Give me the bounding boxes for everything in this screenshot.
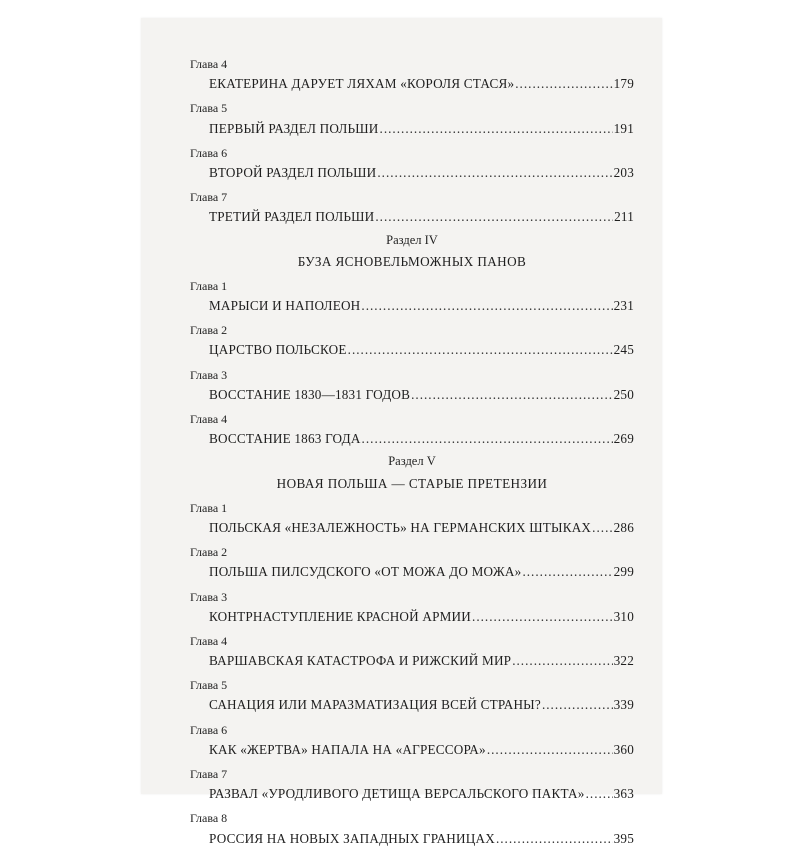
dot-leader (542, 697, 613, 713)
chapter-title: САНАЦИЯ ИЛИ МАРАЗМАТИЗАЦИЯ ВСЕЙ СТРАНЫ? (209, 697, 541, 713)
chapter-title: ПЕРВЫЙ РАЗДЕЛ ПОЛЬШИ (209, 120, 379, 136)
chapter-label-row (190, 541, 634, 563)
chapter-label: Глава 5 (190, 101, 228, 116)
toc-entry-row (190, 164, 634, 186)
chapter-label: Глава 3 (190, 589, 228, 604)
chapter-title: ВОССТАНИЕ 1830—1831 ГОДОВ (209, 386, 411, 402)
toc-entry (209, 431, 634, 447)
toc-entry (209, 564, 634, 580)
toc-entry (209, 342, 634, 358)
chapter-label: Глава 2 (190, 545, 228, 560)
page-number: 322 (613, 653, 634, 669)
dot-leader (361, 298, 612, 314)
toc-entry-row (190, 652, 634, 674)
page-number: 363 (613, 786, 634, 802)
toc-entry-row (190, 830, 634, 852)
page-number: 286 (613, 519, 634, 535)
dot-leader (380, 121, 613, 137)
chapter-label: Глава 4 (190, 633, 228, 648)
toc-entry (209, 165, 634, 181)
dot-leader (592, 520, 612, 536)
toc-entry (209, 520, 634, 536)
toc-entry (209, 653, 634, 669)
chapter-label: Глава 1 (190, 278, 228, 293)
chapter-label-row (190, 674, 634, 696)
chapter-label-row (190, 364, 634, 386)
chapter-label-row (190, 807, 634, 829)
page-number: 191 (613, 120, 634, 136)
chapter-label-row (190, 275, 634, 297)
chapter-label-row (190, 497, 634, 519)
chapter-label-row (190, 719, 634, 741)
chapter-label: Глава 2 (190, 323, 228, 338)
chapter-label-row (190, 630, 634, 652)
section-label: Раздел IV (386, 232, 438, 247)
page-number: 179 (613, 76, 634, 92)
dot-leader (411, 387, 613, 403)
toc-entry-row (190, 120, 634, 142)
chapter-title: ЦАРСТВО ПОЛЬСКОЕ (209, 342, 347, 358)
chapter-title: КАК «ЖЕРТВА» НАПАЛА НА «АГРЕССОРА» (209, 741, 486, 757)
section-label: Раздел V (388, 454, 436, 469)
chapter-title: КОНТРНАСТУПЛЕНИЕ КРАСНОЙ АРМИИ (209, 608, 472, 624)
dot-leader (515, 76, 612, 92)
page-number: 299 (613, 564, 634, 580)
toc-entry (209, 742, 634, 758)
chapter-title: ВТОРОЙ РАЗДЕЛ ПОЛЬШИ (209, 164, 377, 180)
chapter-label-row (190, 186, 634, 208)
chapter-title: РАЗВАЛ «УРОДЛИВОГО ДЕТИЩА ВЕРСАЛЬСКОГО ПАКТА» (209, 786, 585, 802)
page-number: 310 (613, 608, 634, 624)
dot-leader (522, 564, 612, 580)
chapter-label-row (190, 53, 634, 75)
section-title: НОВАЯ ПОЛЬША — СТАРЫЕ ПРЕТЕНЗИИ (276, 475, 548, 491)
toc-entry-row (190, 75, 634, 97)
chapter-label: Глава 6 (190, 145, 228, 160)
toc-entry (209, 76, 634, 92)
toc-entry-row (190, 430, 634, 452)
chapter-label: Глава 7 (190, 190, 228, 205)
toc-entry (209, 209, 634, 225)
dot-leader (362, 431, 613, 447)
section-title: БУЗА ЯСНОВЕЛЬМОЖНЫХ ПАНОВ (297, 253, 527, 269)
chapter-title: РОССИЯ НА НОВЫХ ЗАПАДНЫХ ГРАНИЦАХ (209, 830, 495, 846)
toc-entry-row (190, 519, 634, 541)
chapter-label: Глава 4 (190, 412, 228, 426)
chapter-title: МАРЫСИ И НАПОЛЕОН (209, 298, 361, 314)
dot-leader (586, 786, 613, 802)
chapter-label-row (190, 763, 634, 785)
toc-entry-row (190, 741, 634, 763)
chapter-label-row (190, 408, 634, 430)
toc-entry-row (190, 386, 634, 408)
page-number: 395 (613, 830, 634, 846)
chapter-label-row (190, 97, 634, 119)
toc-entry (209, 786, 634, 802)
page-number: 360 (613, 741, 634, 757)
page-number: 211 (614, 209, 634, 225)
chapter-label: Глава 4 (190, 57, 228, 71)
page-number: 250 (613, 386, 634, 402)
chapter-label-row (190, 319, 634, 341)
chapter-title: ПОЛЬСКАЯ «НЕЗАЛЕЖНОСТЬ» НА ГЕРМАНСКИХ ШТЫКАХ (209, 519, 592, 535)
dot-leader (375, 209, 613, 225)
chapter-title: ПОЛЬША ПИЛСУДСКОГО «ОТ МОЖА ДО МОЖА» (209, 564, 522, 580)
dot-leader (496, 831, 613, 847)
toc-entry (209, 697, 634, 713)
page-number: 339 (613, 697, 634, 713)
page-number: 231 (613, 298, 634, 314)
chapter-label: Глава 3 (190, 367, 228, 382)
toc-entry-row (190, 297, 634, 319)
toc-entry (209, 609, 634, 625)
chapter-label: Глава 1 (190, 500, 228, 515)
chapter-title: ВАРШАВСКАЯ КАТАСТРОФА И РИЖСКИЙ МИР (209, 653, 512, 669)
chapter-title: ТРЕТИЙ РАЗДЕЛ ПОЛЬШИ (209, 209, 375, 225)
section-label-row (190, 452, 634, 474)
chapter-label: Глава 5 (190, 678, 228, 693)
toc-entry-row (190, 341, 634, 363)
chapter-title: ЕКАТЕРИНА ДАРУЕТ ЛЯХАМ «КОРОЛЯ СТАСЯ» (209, 76, 515, 92)
section-label-row (190, 231, 634, 253)
chapter-label-row (190, 142, 634, 164)
dot-leader (348, 342, 613, 358)
dot-leader (487, 742, 613, 758)
toc-entry-row (190, 785, 634, 807)
toc-entry-row (190, 208, 634, 230)
page-number: 269 (613, 431, 634, 447)
dot-leader (512, 653, 612, 669)
chapter-label: Глава 8 (190, 811, 228, 826)
toc-entry-row (190, 696, 634, 718)
table-of-contents (190, 53, 634, 852)
toc-entry (209, 298, 634, 314)
toc-entry (209, 831, 634, 847)
toc-entry-row (190, 563, 634, 585)
section-title-row (190, 253, 634, 275)
toc-entry (209, 387, 634, 403)
chapter-label: Глава 6 (190, 722, 228, 737)
section-title-row (190, 475, 634, 497)
chapter-label: Глава 7 (190, 767, 228, 781)
toc-entry-row (190, 608, 634, 630)
page-number: 245 (613, 342, 634, 358)
chapter-label-row (190, 586, 634, 608)
toc-entry (209, 121, 634, 137)
page-number: 203 (613, 164, 634, 180)
dot-leader (377, 165, 612, 181)
chapter-title: ВОССТАНИЕ 1863 ГОДА (209, 431, 361, 447)
dot-leader (472, 609, 613, 625)
